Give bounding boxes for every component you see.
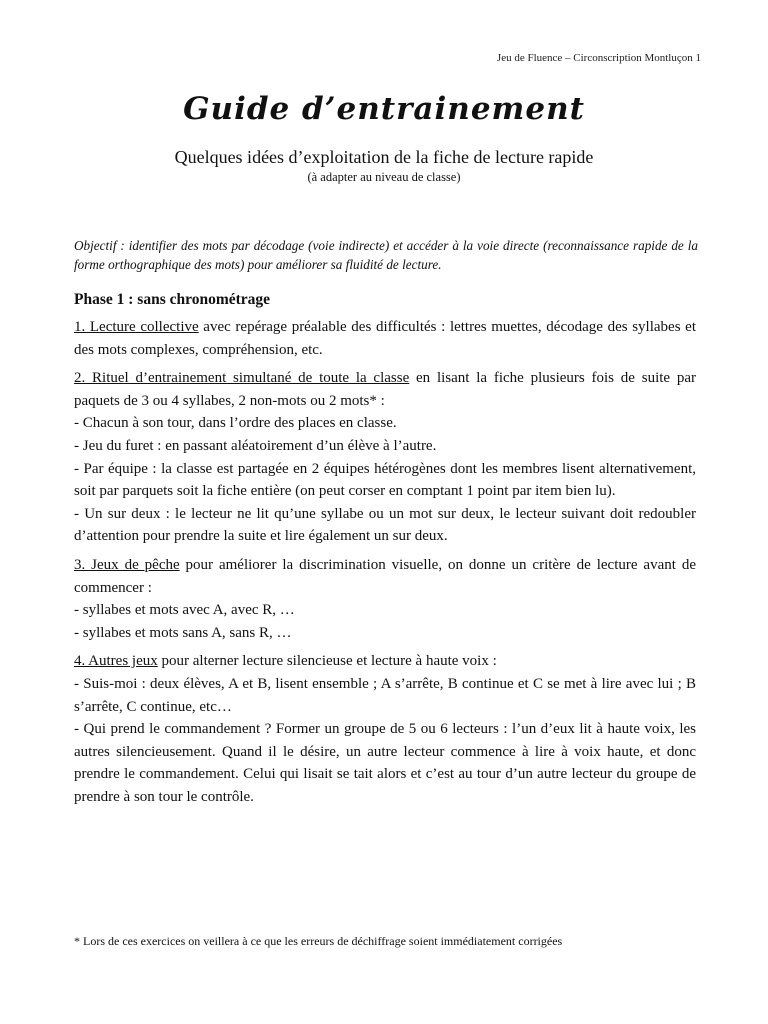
section-text: pour alterner lecture silencieuse et lecture à haute voix : xyxy=(157,653,497,670)
footnote: * Lors de ces exercices on veillera à ce que les erreurs de déchiffrage soient immédiatement corrigées xyxy=(74,934,563,948)
list-item: - Suis-moi : deux élèves, A et B, lisent ensemble ; A s’arrête, B continue et C se met à lire avec lui ; B s’arrête, C continue, etc… xyxy=(74,675,696,715)
list-item: - Un sur deux : le lecteur ne lit qu’une syllabe ou un mot sur deux, le lecteur suivant doit redoubler d’attention pour prendre la suite et lire également un sur deux. xyxy=(74,505,696,545)
section-autres-jeux xyxy=(74,650,696,808)
subtitle-note: (à adapter au niveau de classe) xyxy=(307,170,461,184)
section-heading: 1. Lecture collective xyxy=(74,319,199,335)
section-text: pour améliorer la discrimination visuelle, on donne un critère de lecture avant de commencer : xyxy=(74,556,696,596)
header-note: Jeu de Fluence – Circonscription Montluçon 1 xyxy=(496,52,701,64)
phase-body xyxy=(74,316,696,814)
section-jeux-de-peche xyxy=(74,554,696,644)
phase-title: Phase 1 : sans chronométrage xyxy=(74,291,271,308)
objective-paragraph: Objectif : identifier des mots par décodage (voie indirecte) et accéder à la voie directe (reconnaissance rapide de la forme orthographique des mots) pour améliorer sa fluidité de lecture. xyxy=(74,238,698,272)
section-rituel xyxy=(74,367,696,548)
list-item: - Qui prend le commandement ? Former un groupe de 5 ou 6 lecteurs : l’un d’eux lit à haute voix, les autres silencieusement. Quand il le désire, un autre lecteur commence à lire à voix haute, et donc prendre le commandement. Celui qui lisait se tait alors et c’est au tour d’un autre lecteur du groupe de prendre à son tour le contrôle. xyxy=(74,721,696,805)
section-text: avec repérage préalable des difficultés : lettres muettes, décodage des syllabes et des mots complexes, compréhension, etc. xyxy=(74,319,697,358)
section-text: en lisant la fiche plusieurs fois de suite par paquets de 3 ou 4 syllabes, 2 non-mots ou 2 mots* : xyxy=(74,370,696,409)
section-heading: 3. Jeux de pêche xyxy=(74,556,180,573)
section-heading: 4. Autres jeux xyxy=(74,653,158,670)
page-subtitle: Quelques idées d’exploitation de la fiche de lecture rapide xyxy=(174,147,594,167)
page-title: Guide d’entrainement xyxy=(183,91,585,127)
list-item: - syllabes et mots sans A, sans R, … xyxy=(74,624,292,641)
list-item: - Jeu du furet : en passant aléatoirement d’un élève à l’autre. xyxy=(74,437,437,454)
list-item: - Chacun à son tour, dans l’ordre des places en classe. xyxy=(74,415,397,432)
section-heading: 2. Rituel d’entrainement simultané de toute la classe xyxy=(74,370,410,387)
section-lecture-collective xyxy=(74,316,696,361)
list-item: - Par équipe : la classe est partagée en 2 équipes hétérogènes dont les membres lisent alternativement, soit par parquets soit la fiche entière (on peut corser en comptant 1 point par item bien lu). xyxy=(74,460,696,500)
list-item: - syllabes et mots avec A, avec R, … xyxy=(74,602,295,619)
